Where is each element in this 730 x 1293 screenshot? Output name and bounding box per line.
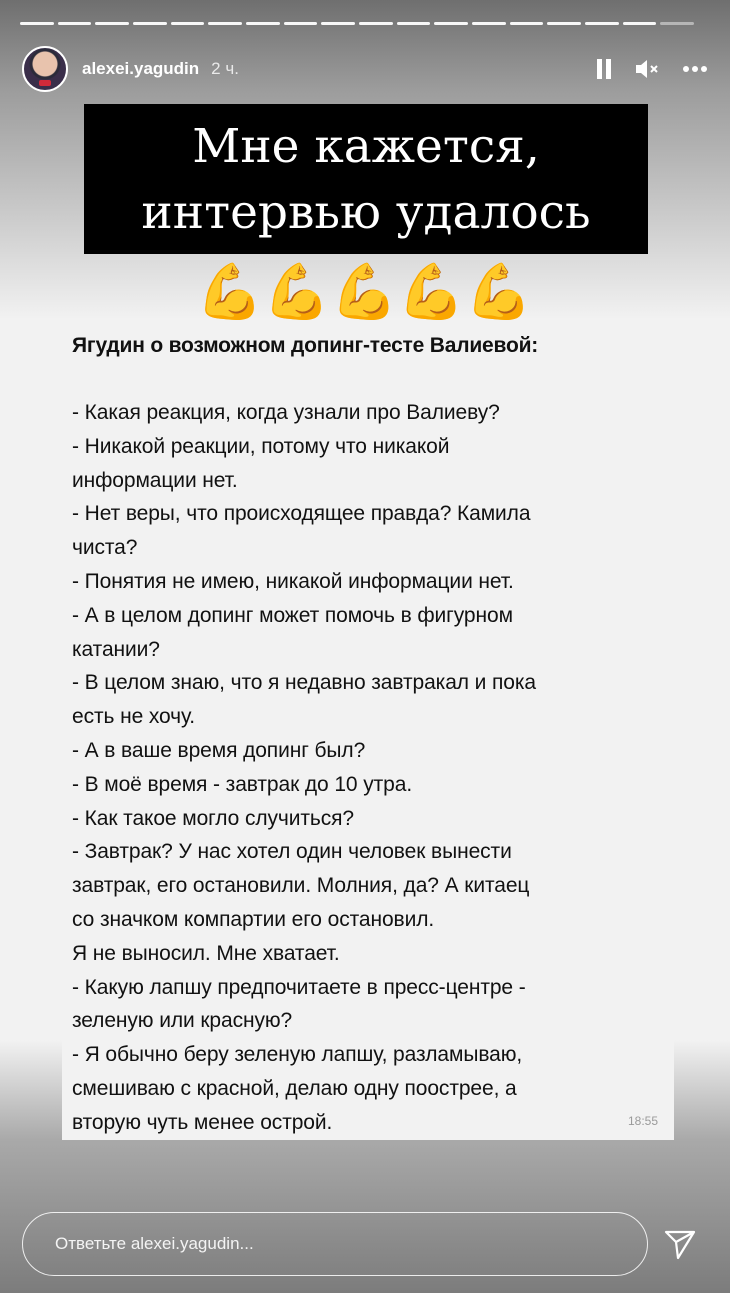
user-avatar[interactable] xyxy=(22,46,68,92)
username-link[interactable]: alexei.yagudin xyxy=(82,59,200,78)
reply-bar[interactable] xyxy=(22,1212,648,1276)
chat-line: вторую чуть менее острой. xyxy=(72,1110,333,1134)
chat-line: - Я обычно беру зеленую лапшу, разламываю, xyxy=(72,1043,523,1067)
progress-segment xyxy=(623,22,657,25)
chat-screenshot xyxy=(62,326,674,1140)
chat-line: катании? xyxy=(72,637,160,661)
send-icon[interactable] xyxy=(660,1224,700,1264)
progress-segment xyxy=(510,22,544,25)
chat-line: - Никакой реакции, потому что никакой xyxy=(72,434,450,458)
chat-line: - Понятия не имею, никакой информации нет. xyxy=(72,569,514,593)
progress-segment xyxy=(133,22,167,25)
story-progress-bar xyxy=(20,22,694,25)
progress-segment xyxy=(585,22,619,25)
chat-line: - Какая реакция, когда узнали про Валиеву? xyxy=(72,401,500,424)
progress-segment xyxy=(171,22,205,25)
chat-line: есть не хочу. xyxy=(72,705,196,729)
progress-segment xyxy=(547,22,581,25)
chat-line: - Нет веры, что происходящее правда? Камила xyxy=(72,502,531,526)
progress-segment xyxy=(434,22,468,25)
flexed-biceps-emoji: 💪 xyxy=(263,260,331,323)
story-caption xyxy=(84,104,648,254)
chat-line: - Завтрак? У нас хотел один человек вынести xyxy=(72,840,512,864)
flexed-biceps-emoji: 💪 xyxy=(465,260,533,323)
progress-segment xyxy=(246,22,280,25)
chat-line: Я не выносил. Мне хватает. xyxy=(72,941,340,965)
chat-line: - Как такое могло случиться? xyxy=(72,806,354,830)
chat-line: - А в целом допинг может помочь в фигурном xyxy=(72,603,513,627)
progress-segment xyxy=(397,22,431,25)
flexed-biceps-emoji: 💪 xyxy=(196,260,264,323)
reply-input[interactable] xyxy=(53,1233,597,1255)
chat-line: со значком компартии его остановил. xyxy=(72,907,435,931)
caption-line-2: интервью удалось xyxy=(141,185,591,240)
post-time: 2 ч. xyxy=(211,59,239,78)
progress-segment xyxy=(321,22,355,25)
progress-segment xyxy=(660,22,694,25)
chat-line: - А в ваше время допинг был? xyxy=(72,738,366,762)
chat-message-body xyxy=(72,396,658,1140)
chat-line: завтрак, его остановили. Молния, да? А китаец xyxy=(72,874,530,898)
message-timestamp: 18:55 xyxy=(627,1114,658,1128)
emoji-row xyxy=(196,258,533,326)
story-controls xyxy=(596,58,708,80)
progress-segment xyxy=(208,22,242,25)
chat-line: смешиваю с красной, делаю одну поострее, а xyxy=(72,1076,517,1100)
progress-segment xyxy=(284,22,318,25)
chat-line: - Какую лапшу предпочитаете в пресс-центре - xyxy=(72,975,526,999)
chat-title: Ягудин о возможном допинг-тесте Валиевой: xyxy=(72,334,539,357)
story-header xyxy=(22,44,708,94)
progress-segment xyxy=(359,22,393,25)
flexed-biceps-emoji: 💪 xyxy=(397,260,465,323)
progress-segment xyxy=(95,22,129,25)
chat-line: информации нет. xyxy=(72,468,238,492)
progress-segment xyxy=(58,22,92,25)
caption-line-1: Мне кажется, xyxy=(192,119,540,174)
chat-line: зеленую или красную? xyxy=(72,1009,293,1033)
pause-icon[interactable] xyxy=(596,58,612,80)
mute-icon[interactable] xyxy=(634,58,660,80)
more-icon[interactable] xyxy=(682,65,708,73)
progress-segment xyxy=(20,22,54,25)
chat-line: - В целом знаю, что я недавно завтракал и пока xyxy=(72,671,537,695)
flexed-biceps-emoji: 💪 xyxy=(330,260,398,323)
chat-line: - В моё время - завтрак до 10 утра. xyxy=(72,772,413,796)
chat-line: чиста? xyxy=(72,536,138,560)
progress-segment xyxy=(472,22,506,25)
